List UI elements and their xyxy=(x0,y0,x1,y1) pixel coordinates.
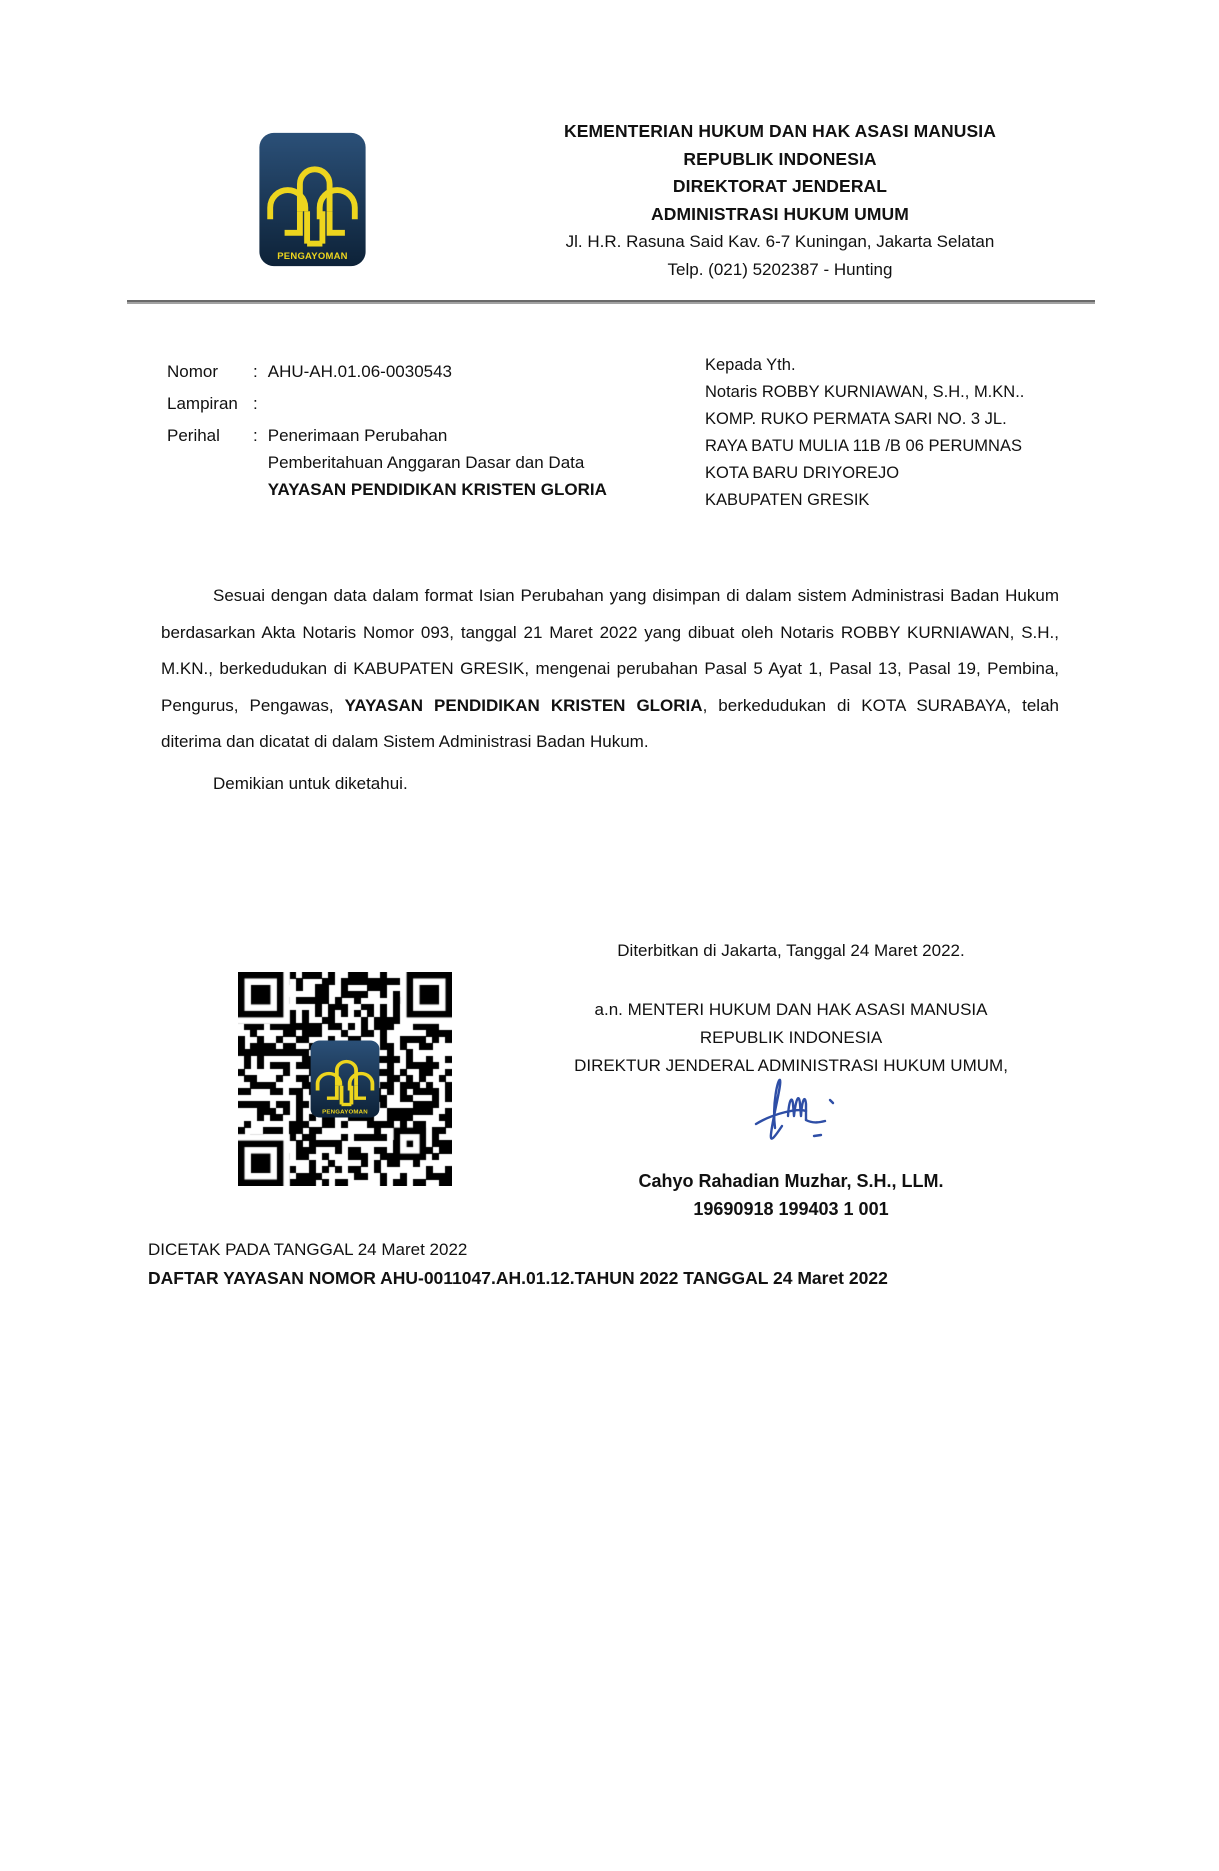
recipient-line: Notaris ROBBY KURNIAWAN, S.H., M.KN.. xyxy=(705,383,1025,401)
header-divider xyxy=(127,300,1095,304)
issued-line: Diterbitkan di Jakarta, Tanggal 24 Maret 2022. xyxy=(617,941,965,960)
lampiran-row xyxy=(167,390,647,417)
letterhead-admin: ADMINISTRASI HUKUM UMUM xyxy=(651,203,909,224)
letterhead-republic: REPUBLIK INDONESIA xyxy=(683,148,877,169)
nomor-label: Nomor xyxy=(167,362,219,381)
on-behalf-line: a.n. MENTERI HUKUM DAN HAK ASASI MANUSIA xyxy=(594,1000,988,1019)
lampiran-label: Lampiran xyxy=(167,394,238,413)
reference-block xyxy=(167,358,647,508)
lampiran-colon: : xyxy=(253,394,258,413)
printed-date-line: DICETAK PADA TANGGAL 24 Maret 2022 xyxy=(148,1240,468,1259)
perihal-label: Perihal xyxy=(167,426,220,445)
signatory-name: Cahyo Rahadian Muzhar, S.H., LLM. xyxy=(638,1171,944,1191)
signatory-title-block xyxy=(480,996,1102,1080)
body-entity-bold: YAYASAN PENDIDIKAN KRISTEN GLORIA xyxy=(344,695,703,715)
letterhead-ministry: KEMENTERIAN HUKUM DAN HAK ASASI MANUSIA xyxy=(563,121,996,141)
body-text-1: Sesuai dengan data dalam format Isian Perubahan yang disimpan di dalam sistem Administrasi Badan Hukum berdasarkan Akta Notaris Nomor 093, tanggal 21 Maret 2022 yang dibuat oleh Notaris ROBBY KURNIAWAN, S.H., M.KN., berkedudukan di KABUPATEN GRESIK, mengenai perubahan Pasal 5 Ayat 1, Pasal 13, Pasal 19, Pembina, Pengurus, Pengawas, xyxy=(161,586,1059,715)
perihal-line-3-entity: YAYASAN PENDIDIKAN KRISTEN GLORIA xyxy=(267,480,607,499)
letter-body xyxy=(161,578,1059,802)
perihal-colon: : xyxy=(253,426,258,445)
body-text-2: , berkedudukan di KOTA SURABAYA, telah diterima dan dicatat di dalam Sistem Administrasi Badan Hukum. xyxy=(161,695,1059,751)
perihal-value xyxy=(268,422,607,503)
recipient-line: Kepada Yth. xyxy=(705,356,796,374)
body-paragraph xyxy=(161,578,1059,761)
letterhead-directorate: DIREKTORAT JENDERAL xyxy=(672,176,888,197)
recipient-block xyxy=(705,352,1100,514)
perihal-line-2: Pemberitahuan Anggaran Dasar dan Data xyxy=(267,453,585,472)
recipient-line: RAYA BATU MULIA 11B /B 06 PERUMNAS xyxy=(705,437,1022,455)
director-line: DIREKTUR JENDERAL ADMINISTRASI HUKUM UMUM, xyxy=(574,1056,1008,1075)
republic-line: REPUBLIK INDONESIA xyxy=(699,1028,883,1047)
recipient-line: KOTA BARU DRIYOREJO xyxy=(705,464,900,482)
footer-block xyxy=(148,1236,1108,1292)
nomor-row xyxy=(167,358,647,385)
perihal-line-1: Penerimaan Perubahan xyxy=(267,426,448,445)
register-number-line: DAFTAR YAYASAN NOMOR AHU-0011047.AH.01.12.TAHUN 2022 TANGGAL 24 Maret 2022 xyxy=(148,1268,888,1288)
perihal-row xyxy=(167,422,647,503)
recipient-line: KABUPATEN GRESIK xyxy=(705,491,870,509)
qr-center-emblem-icon xyxy=(310,1040,380,1118)
ministry-emblem-icon xyxy=(253,132,372,267)
handwritten-signature xyxy=(742,1070,846,1162)
nomor-colon: : xyxy=(253,362,258,381)
verification-qr xyxy=(238,972,452,1186)
nomor-value: AHU-AH.01.06-0030543 xyxy=(267,362,453,381)
signatory-identity xyxy=(480,1168,1102,1223)
letterhead-address: Jl. H.R. Rasuna Said Kav. 6-7 Kuningan, Jakarta Selatan xyxy=(565,232,995,252)
signatory-nip: 19690918 199403 1 001 xyxy=(693,1198,889,1219)
letterhead xyxy=(430,118,1130,284)
letterhead-phone: Telp. (021) 5202387 - Hunting xyxy=(667,259,893,279)
recipient-line: KOMP. RUKO PERMATA SARI NO. 3 JL. xyxy=(705,410,1007,428)
closing-paragraph: Demikian untuk diketahui. xyxy=(213,773,408,793)
